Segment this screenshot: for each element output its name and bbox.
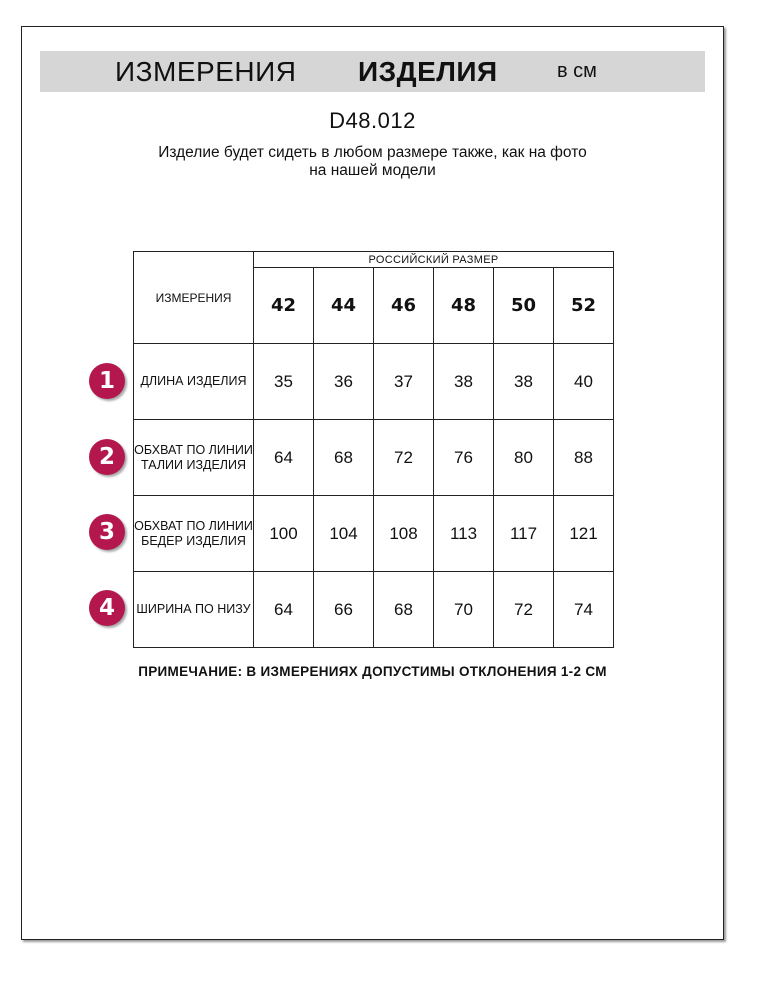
table-cell: 104 <box>314 496 374 572</box>
table-cell: 70 <box>434 572 494 648</box>
row-label: ОБХВАТ ПО ЛИНИИ ТАЛИИ ИЗДЕЛИЯ <box>134 420 254 496</box>
table-row <box>134 344 614 420</box>
table-cell: 88 <box>554 420 614 496</box>
row-label: ШИРИНА ПО НИЗУ <box>134 572 254 648</box>
fit-note-line2: на нашей модели <box>309 162 436 179</box>
table-cell: 38 <box>494 344 554 420</box>
table-cell: 68 <box>314 420 374 496</box>
table-cell: 100 <box>254 496 314 572</box>
table-cell: 117 <box>494 496 554 572</box>
table-cell: 72 <box>494 572 554 648</box>
table-cell: 74 <box>554 572 614 648</box>
table-cell: 108 <box>374 496 434 572</box>
table-cell: 66 <box>314 572 374 648</box>
title-measurements: ИЗМЕРЕНИЯ <box>115 56 297 87</box>
product-code: D48.012 <box>329 108 416 133</box>
table-row <box>134 572 614 648</box>
table-cell: 37 <box>374 344 434 420</box>
measurement-number-badge: 1 <box>89 363 125 399</box>
table-cell: 36 <box>314 344 374 420</box>
size-header: 48 <box>434 268 494 344</box>
table-cell: 64 <box>254 572 314 648</box>
measurement-number-badge: 3 <box>89 514 125 550</box>
table-cell: 64 <box>254 420 314 496</box>
table-cell: 121 <box>554 496 614 572</box>
table-cell: 38 <box>434 344 494 420</box>
tolerance-note: ПРИМЕЧАНИЕ: В ИЗМЕРЕНИЯХ ДОПУСТИМЫ ОТКЛОНЕНИЯ 1-2 СМ <box>138 664 607 679</box>
table-cell: 68 <box>374 572 434 648</box>
size-header: 42 <box>254 268 314 344</box>
table-cell: 76 <box>434 420 494 496</box>
title-banner <box>40 51 705 92</box>
row-label: ОБХВАТ ПО ЛИНИИ БЕДЕР ИЗДЕЛИЯ <box>134 496 254 572</box>
table-cell: 80 <box>494 420 554 496</box>
size-header: 46 <box>374 268 434 344</box>
table-row <box>134 496 614 572</box>
table-cell: 72 <box>374 420 434 496</box>
corner-label: ИЗМЕРЕНИЯ <box>134 252 254 344</box>
measurement-number-badge: 4 <box>89 590 125 626</box>
measurement-number-badge: 2 <box>89 439 125 475</box>
size-header: 50 <box>494 268 554 344</box>
table-cell: 35 <box>254 344 314 420</box>
size-header: 44 <box>314 268 374 344</box>
row-label: ДЛИНА ИЗДЕЛИЯ <box>134 344 254 420</box>
size-header: 52 <box>554 268 614 344</box>
title-unit: в см <box>557 60 597 82</box>
table-cell: 113 <box>434 496 494 572</box>
size-table <box>133 251 614 648</box>
title-product: ИЗДЕЛИЯ <box>358 56 498 87</box>
table-cell: 40 <box>554 344 614 420</box>
table-row <box>134 420 614 496</box>
fit-note-line1: Изделие будет сидеть в любом размере также, как на фото <box>158 144 587 161</box>
russian-size-header: РОССИЙСКИЙ РАЗМЕР <box>254 252 614 268</box>
